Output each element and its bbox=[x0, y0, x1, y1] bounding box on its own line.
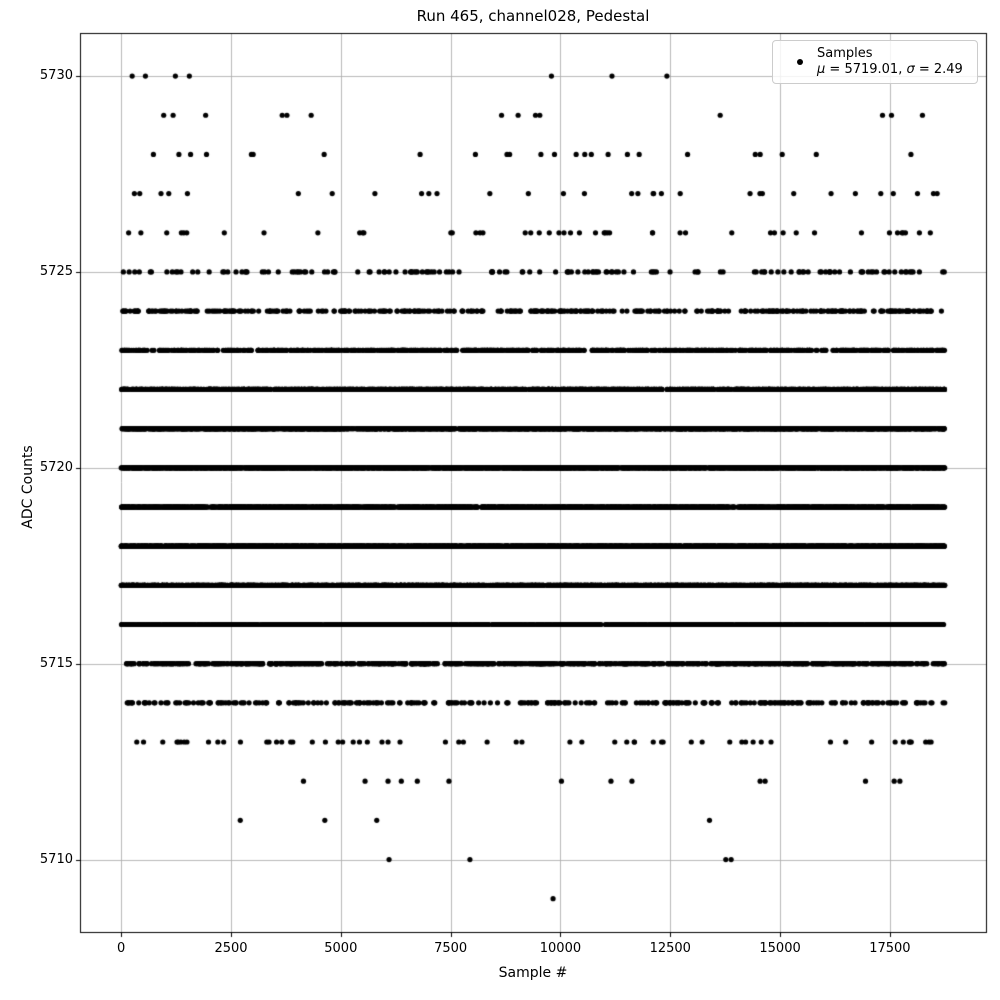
chart-title: Run 465, channel028, Pedestal bbox=[416, 7, 650, 25]
y-tick-label: 5730 bbox=[39, 68, 73, 84]
y-tick-label: 5725 bbox=[39, 263, 73, 279]
x-axis-label: Sample # bbox=[498, 965, 568, 981]
legend bbox=[772, 40, 978, 84]
x-tick-label: 15000 bbox=[759, 941, 801, 956]
x-tick-label: 5000 bbox=[324, 941, 358, 956]
y-axis-label: ADC Counts bbox=[20, 445, 36, 529]
legend-stats-label: μ = 5719.01, σ = 2.49 bbox=[817, 62, 963, 77]
x-tick-label: 0 bbox=[117, 941, 126, 956]
legend-text bbox=[817, 46, 963, 78]
x-tick-label: 2500 bbox=[214, 941, 248, 956]
x-tick-label: 12500 bbox=[649, 941, 691, 956]
x-tick-label: 10000 bbox=[539, 941, 582, 956]
legend-marker-column bbox=[783, 59, 817, 65]
y-tick-label: 5710 bbox=[39, 851, 73, 867]
y-tick-label: 5720 bbox=[39, 459, 73, 475]
x-tick-label: 17500 bbox=[869, 941, 911, 956]
legend-series-label: Samples bbox=[817, 46, 873, 61]
x-tick-label: 7500 bbox=[434, 941, 468, 956]
y-tick-label: 5715 bbox=[39, 655, 73, 671]
legend-marker-dot-icon bbox=[797, 59, 803, 65]
